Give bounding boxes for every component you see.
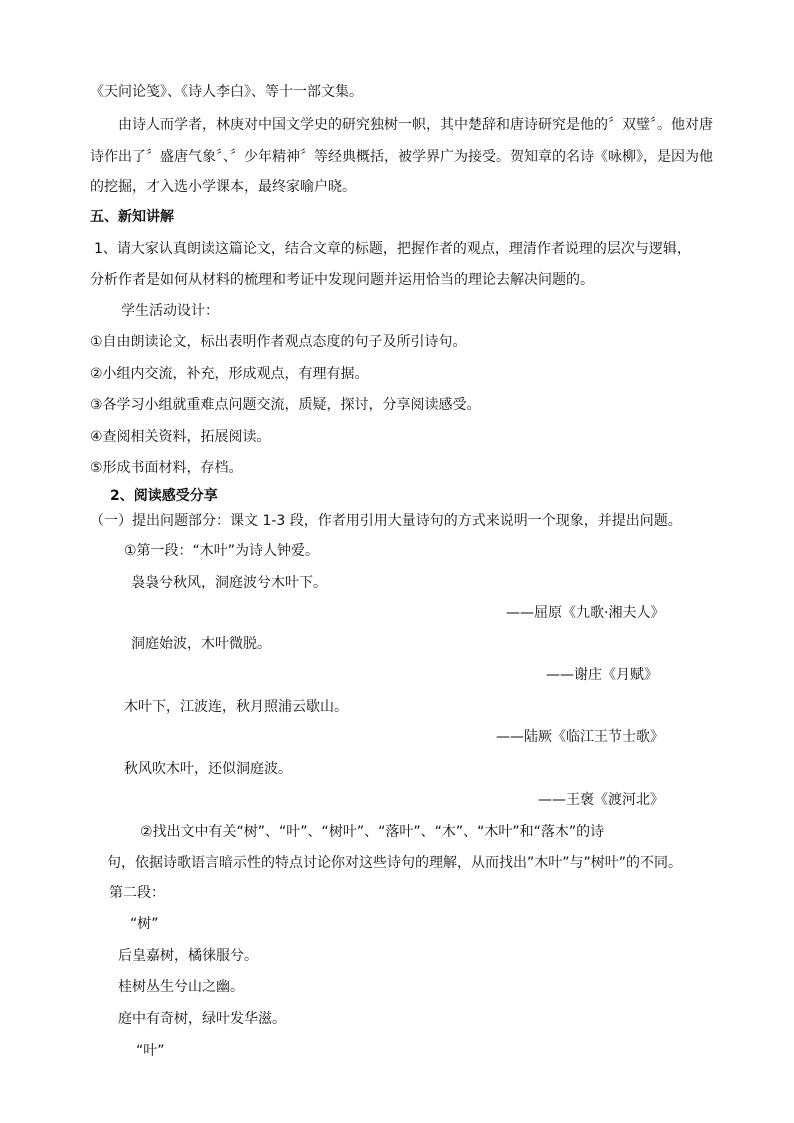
shu-verse-3: 庭中有奇树，绿叶发华滋。 [118,1011,286,1027]
ye-label: “叶” [136,1043,165,1059]
intro-line-1: 《天问论笺》、《诗人李白》、等十一部文集。 [90,84,363,100]
para1-title: ①第一段：“木叶”为诗人钟爱。 [124,543,320,559]
poem-verse-2: 洞庭始波，木叶微脱。 [131,636,271,652]
poem-source-3: ——陆厥《临江王节士歌》 [496,729,664,745]
intro-line-2: 由诗人而学者，林庚对中国文学史的研究独树一帜，其中楚辞和唐诗研究是他的〞双璧〞。他对唐 [118,117,713,133]
shu-label: “树” [130,916,159,932]
task1-line-2: 分析作者是如何从材料的梳理和考证中发现问题并运用恰当的理论去解决问题的。 [90,272,594,288]
task1-line-1: 1、请大家认真朗读这篇论文，结合文章的标题，把握作者的观点，理清作者说理的层次与逻辑， [94,241,691,257]
activity-item-2: ②小组内交流，补充，形成观点，有理有据。 [90,366,369,382]
part1-line: （一）提出问题部分：课文 1-3 段，作者用引用大量诗句的方式来说明一个现象，并提出问题。 [90,513,682,529]
intro-line-3: 诗作出了〞盛唐气象〞、〞少年精神〞等经典概括，被学界广为接受。贺知章的名诗《咏柳》，是因为他 [90,149,713,165]
activity-item-3: ③各学习小组就重难点问题交流，质疑，探讨，分享阅读感受。 [90,397,481,413]
poem-verse-1: 袅袅兮秋风，洞庭波兮木叶下。 [131,575,327,591]
poem-source-1: ——屈原《九歌·湘夫人》 [506,605,665,621]
task2-line-1: ②找出文中有关“树”、“叶”、“树叶”、“落叶”、“木”、“木叶”和“落木”的诗 [140,824,605,840]
reading-share-heading: 2、阅读感受分享 [110,488,218,504]
shu-verse-1: 后皇嘉树，橘徕服兮。 [118,948,258,964]
poem-verse-4: 秋风吹木叶，还似洞庭波。 [124,761,292,777]
activity-item-5: ⑤形成书面材料，存档。 [90,460,243,476]
task2-line-2: 句，依据诗歌语言暗示性的特点讨论你对这些诗句的理解，从而找出”木叶”与”树叶”的不同。 [107,855,683,871]
para2-title: 第二段： [109,885,165,901]
poem-source-2: ——谢庄《月赋》 [546,667,658,683]
shu-verse-2: 桂树丛生兮山之幽。 [118,979,244,995]
activity-item-4: ④查阅相关资料，拓展阅读。 [90,429,271,445]
section-heading: 五、新知讲解 [90,209,174,225]
activity-item-1: ①自由朗读论文，标出表明作者观点态度的句子及所引诗句。 [90,334,467,350]
poem-verse-3: 木叶下，江波连，秋月照浦云歇山。 [124,699,348,715]
poem-source-4: ——王褒《渡河北》 [538,792,664,808]
activity-title: 学生活动设计： [121,303,219,319]
intro-line-4: 的挖掘，才入选小学课本，最终家喻户晓。 [90,179,356,195]
